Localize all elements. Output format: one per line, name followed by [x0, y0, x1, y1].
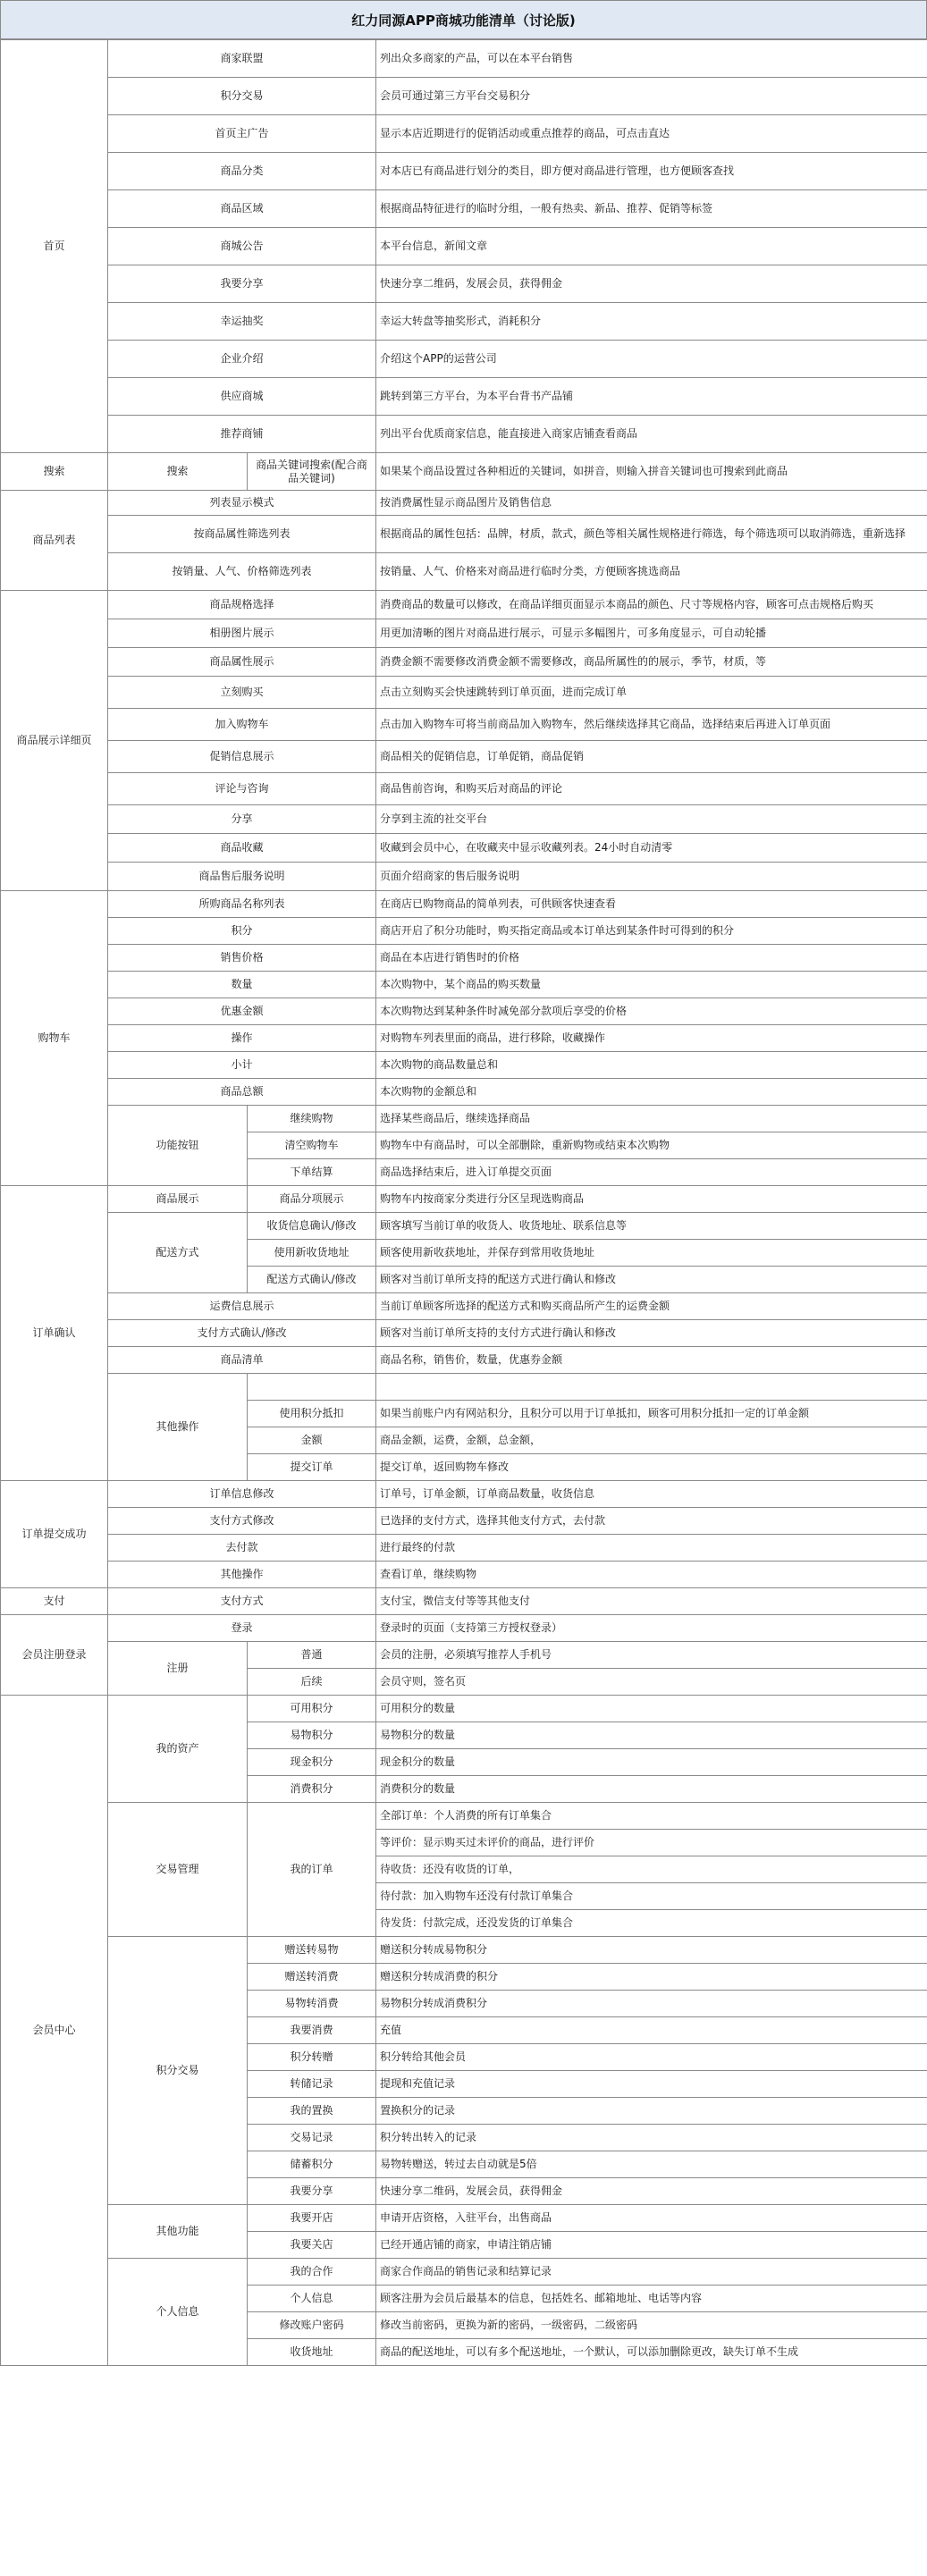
feature-description: 易物积分的数量	[376, 1722, 927, 1749]
section-name: 商品列表	[1, 491, 108, 591]
table-row	[1, 228, 927, 265]
feature-description: 对购物车列表里面的商品，进行移除，收藏操作	[376, 1025, 927, 1052]
section-name: 订单确认	[1, 1186, 108, 1481]
feature-description: 页面介绍商家的售后服务说明	[376, 863, 927, 891]
feature-name: 其他操作	[108, 1374, 248, 1481]
table-row	[1, 773, 927, 805]
feature-description: 商品名称，销售价，数量，优惠券金额	[376, 1347, 927, 1374]
feature-name: 商品区域	[108, 190, 376, 228]
feature-name: 优惠金额	[108, 998, 376, 1025]
sub-feature-name: 可用积分	[248, 1696, 376, 1722]
sub-feature-name: 我的订单	[248, 1803, 376, 1937]
sub-feature-name: 现金积分	[248, 1749, 376, 1776]
feature-description: 显示本店近期进行的促销活动或重点推荐的商品，可点击直达	[376, 115, 927, 153]
feature-description: 点击加入购物车可将当前商品加入购物车，然后继续选择其它商品，选择结束后再进入订单页面	[376, 709, 927, 741]
feature-name: 商品总额	[108, 1079, 376, 1106]
sub-feature-name: 后续	[248, 1669, 376, 1696]
feature-description: 查看订单，继续购物	[376, 1562, 927, 1588]
sub-feature-name	[248, 1374, 376, 1401]
feature-description: 顾客填写当前订单的收货人、收货地址、联系信息等	[376, 1213, 927, 1240]
feature-name: 相册图片展示	[108, 619, 376, 648]
table-row	[1, 2259, 927, 2286]
sub-feature-name: 普通	[248, 1642, 376, 1669]
feature-description: 收藏到会员中心，在收藏夹中显示收藏列表。24小时自动清零	[376, 834, 927, 863]
feature-name: 商品清单	[108, 1347, 376, 1374]
section-name: 购物车	[1, 891, 108, 1186]
table-row	[1, 153, 927, 190]
table-row	[1, 677, 927, 709]
feature-description: 会员的注册，必须填写推荐人手机号	[376, 1642, 927, 1669]
feature-name: 功能按钮	[108, 1106, 248, 1186]
sub-feature-name: 个人信息	[248, 2286, 376, 2312]
feature-description: 当前订单顾客所选择的配送方式和购买商品所产生的运费金额	[376, 1293, 927, 1320]
feature-description: 商品的配送地址，可以有多个配送地址，一个默认，可以添加删除更改，缺失订单不生成	[376, 2339, 927, 2366]
feature-name: 分享	[108, 805, 376, 834]
sub-feature-name: 配送方式确认/修改	[248, 1267, 376, 1293]
feature-description: 商品金额，运费，金额，总金额，	[376, 1427, 927, 1454]
feature-name: 加入购物车	[108, 709, 376, 741]
sub-feature-name: 商品关键词搜索(配合商品关键词)	[248, 453, 376, 491]
feature-description: 可用积分的数量	[376, 1696, 927, 1722]
feature-name: 支付方式确认/修改	[108, 1320, 376, 1347]
sub-feature-name: 收货地址	[248, 2339, 376, 2366]
table-row	[1, 1535, 927, 1562]
feature-name: 按商品属性筛选列表	[108, 516, 376, 553]
sub-feature-name: 我的合作	[248, 2259, 376, 2286]
feature-name: 首页主广告	[108, 115, 376, 153]
feature-description: 已选择的支付方式，选择其他支付方式，去付款	[376, 1508, 927, 1535]
feature-name: 其他功能	[108, 2205, 248, 2259]
feature-description: 快速分享二维码，发展会员，获得佣金	[376, 265, 927, 303]
table-row	[1, 1106, 927, 1132]
feature-name: 注册	[108, 1642, 248, 1696]
sub-feature-name: 提交订单	[248, 1454, 376, 1481]
table-row	[1, 741, 927, 773]
feature-name: 我的资产	[108, 1696, 248, 1803]
feature-description: 顾客对当前订单所支持的配送方式进行确认和修改	[376, 1267, 927, 1293]
feature-description: 易物转赠送，转过去自动就是5倍	[376, 2151, 927, 2178]
feature-description: 本平台信息，新闻文章	[376, 228, 927, 265]
sub-feature-name: 我要开店	[248, 2205, 376, 2232]
feature-name: 商品展示	[108, 1186, 248, 1213]
table-row	[1, 834, 927, 863]
table-row	[1, 998, 927, 1025]
feature-name: 搜索	[108, 453, 248, 491]
feature-name: 商品规格选择	[108, 591, 376, 619]
table-row	[1, 1293, 927, 1320]
feature-description: 商品相关的促销信息，订单促销，商品促销	[376, 741, 927, 773]
feature-description: 已经开通店铺的商家，申请注销店铺	[376, 2232, 927, 2259]
feature-description: 快速分享二维码，发展会员，获得佣金	[376, 2178, 927, 2205]
table-row	[1, 1079, 927, 1106]
table-row	[1, 1615, 927, 1642]
table-row	[1, 1186, 927, 1213]
feature-description: 申请开店资格，入驻平台，出售商品	[376, 2205, 927, 2232]
table-row	[1, 1588, 927, 1615]
section-name: 支付	[1, 1588, 108, 1615]
table-row	[1, 1320, 927, 1347]
feature-name: 供应商城	[108, 378, 376, 416]
table-row	[1, 1374, 927, 1401]
sub-feature-name: 易物转消费	[248, 1991, 376, 2017]
feature-name: 小计	[108, 1052, 376, 1079]
feature-description: 顾客使用新收获地址，并保存到常用收货地址	[376, 1240, 927, 1267]
feature-name: 个人信息	[108, 2259, 248, 2366]
feature-description: 按消费属性显示商品图片及销售信息	[376, 491, 927, 516]
table-row	[1, 863, 927, 891]
table-row	[1, 648, 927, 677]
feature-description: 用更加清晰的图片对商品进行展示，可显示多幅图片，可多角度显示，可自动轮播	[376, 619, 927, 648]
feature-description: 商品售前咨询，和购买后对商品的评论	[376, 773, 927, 805]
feature-description: 待发货：付款完成，还没发货的订单集合	[376, 1910, 927, 1937]
feature-description: 在商店已购物商品的简单列表，可供顾客快速查看	[376, 891, 927, 918]
feature-description: 顾客注册为会员后最基本的信息，包括姓名、邮箱地址、电话等内容	[376, 2286, 927, 2312]
sub-feature-name: 积分转赠	[248, 2044, 376, 2071]
feature-description: 按销量、人气、价格来对商品进行临时分类，方便顾客挑选商品	[376, 553, 927, 591]
feature-description: 消费商品的数量可以修改，在商品详细页面显示本商品的颜色、尺寸等规格内容，顾客可点击规格后购买	[376, 591, 927, 619]
sub-feature-name: 我的置换	[248, 2098, 376, 2125]
feature-description: 现金积分的数量	[376, 1749, 927, 1776]
feature-name: 销售价格	[108, 945, 376, 972]
feature-description: 积分转出转入的记录	[376, 2125, 927, 2151]
feature-name: 去付款	[108, 1535, 376, 1562]
feature-description: 本次购物中，某个商品的购买数量	[376, 972, 927, 998]
sub-feature-name: 储蓄积分	[248, 2151, 376, 2178]
feature-description: 会员可通过第三方平台交易积分	[376, 78, 927, 115]
feature-name: 所购商品名称列表	[108, 891, 376, 918]
feature-name: 商品收藏	[108, 834, 376, 863]
feature-description: 购物车中有商品时，可以全部删除，重新购物或结束本次购物	[376, 1132, 927, 1159]
feature-description: 商品选择结束后，进入订单提交页面	[376, 1159, 927, 1186]
feature-description: 充值	[376, 2017, 927, 2044]
feature-name: 积分	[108, 918, 376, 945]
feature-name: 商城公告	[108, 228, 376, 265]
feature-description: 顾客对当前订单所支持的支付方式进行确认和修改	[376, 1320, 927, 1347]
feature-description: 分享到主流的社交平台	[376, 805, 927, 834]
feature-description: 消费积分的数量	[376, 1776, 927, 1803]
table-row	[1, 453, 927, 491]
feature-description: 列出平台优质商家信息，能直接进入商家店铺查看商品	[376, 416, 927, 453]
sub-feature-name: 我要关店	[248, 2232, 376, 2259]
feature-name: 配送方式	[108, 1213, 248, 1293]
feature-description: 支付宝，微信支付等等其他支付	[376, 1588, 927, 1615]
feature-description: 全部订单：个人消费的所有订单集合	[376, 1803, 927, 1830]
feature-name: 积分交易	[108, 78, 376, 115]
table-row	[1, 709, 927, 741]
feature-description: 修改当前密码，更换为新的密码，一级密码，二级密码	[376, 2312, 927, 2339]
feature-description: 跳转到第三方平台，为本平台背书产品铺	[376, 378, 927, 416]
sub-feature-name: 下单结算	[248, 1159, 376, 1186]
feature-name: 我要分享	[108, 265, 376, 303]
table-row	[1, 1025, 927, 1052]
feature-description: 商店开启了积分功能时，购买指定商品或本订单达到某条件时可得到的积分	[376, 918, 927, 945]
feature-name: 按销量、人气、价格筛选列表	[108, 553, 376, 591]
feature-name: 推荐商铺	[108, 416, 376, 453]
feature-description: 介绍这个APP的运营公司	[376, 341, 927, 378]
section-name: 商品展示详细页	[1, 591, 108, 891]
feature-name: 商品分类	[108, 153, 376, 190]
feature-name: 支付方式	[108, 1588, 376, 1615]
sub-feature-name: 清空购物车	[248, 1132, 376, 1159]
sub-feature-name: 继续购物	[248, 1106, 376, 1132]
table-row	[1, 553, 927, 591]
sub-feature-name: 赠送转易物	[248, 1937, 376, 1964]
section-name: 会员中心	[1, 1696, 108, 2366]
feature-description: 商家合作商品的销售记录和结算记录	[376, 2259, 927, 2286]
feature-description: 如果当前账户内有网站积分，且积分可以用于订单抵扣，顾客可用积分抵扣一定的订单金额	[376, 1401, 927, 1427]
feature-name: 促销信息展示	[108, 741, 376, 773]
table-row	[1, 1803, 927, 1830]
document-title: 红力同源APP商城功能清单（讨论版)	[0, 0, 927, 39]
sub-feature-name: 消费积分	[248, 1776, 376, 1803]
feature-description	[376, 1374, 927, 1401]
table-row	[1, 945, 927, 972]
table-row	[1, 805, 927, 834]
feature-description: 会员守则，签名页	[376, 1669, 927, 1696]
table-row	[1, 619, 927, 648]
feature-description: 根据商品的属性包括：品牌，材质，款式，颜色等相关属性规格进行筛选，每个筛选项可以取消筛选，重新选择	[376, 516, 927, 553]
table-row	[1, 303, 927, 341]
feature-description: 订单号，订单金额，订单商品数量，收货信息	[376, 1481, 927, 1508]
table-row	[1, 190, 927, 228]
sub-feature-name: 转储记录	[248, 2071, 376, 2098]
feature-description: 提现和充值记录	[376, 2071, 927, 2098]
sub-feature-name: 我要分享	[248, 2178, 376, 2205]
section-name: 搜索	[1, 453, 108, 491]
feature-description: 根据商品特征进行的临时分组，一般有热卖、新品、推荐、促销等标签	[376, 190, 927, 228]
table-row	[1, 918, 927, 945]
feature-description: 积分转给其他会员	[376, 2044, 927, 2071]
feature-description: 提交订单，返回购物车修改	[376, 1454, 927, 1481]
feature-name: 订单信息修改	[108, 1481, 376, 1508]
sub-feature-name: 收货信息确认/修改	[248, 1213, 376, 1240]
table-row	[1, 972, 927, 998]
feature-description: 商品在本店进行销售时的价格	[376, 945, 927, 972]
feature-name: 幸运抽奖	[108, 303, 376, 341]
feature-name: 数量	[108, 972, 376, 998]
feature-description: 如果某个商品设置过各种相近的关键词，如拼音，则输入拼音关键词也可搜索到此商品	[376, 453, 927, 491]
feature-description: 待收货：还没有收货的订单，	[376, 1856, 927, 1883]
feature-description: 本次购物的金额总和	[376, 1079, 927, 1106]
feature-description: 对本店已有商品进行划分的类目，即方便对商品进行管理，也方便顾客查找	[376, 153, 927, 190]
feature-name: 列表显示模式	[108, 491, 376, 516]
table-row	[1, 1052, 927, 1079]
table-row	[1, 378, 927, 416]
feature-description: 本次购物达到某种条件时减免部分款项后享受的价格	[376, 998, 927, 1025]
feature-name: 支付方式修改	[108, 1508, 376, 1535]
table-row	[1, 78, 927, 115]
section-name: 订单提交成功	[1, 1481, 108, 1588]
feature-name: 商品售后服务说明	[108, 863, 376, 891]
table-row	[1, 1696, 927, 1722]
feature-description: 置换积分的记录	[376, 2098, 927, 2125]
table-row	[1, 1937, 927, 1964]
function-table	[0, 39, 927, 2366]
feature-description: 进行最终的付款	[376, 1535, 927, 1562]
feature-name: 登录	[108, 1615, 376, 1642]
sub-feature-name: 赠送转消费	[248, 1964, 376, 1991]
section-name: 会员注册登录	[1, 1615, 108, 1696]
feature-name: 操作	[108, 1025, 376, 1052]
feature-name: 运费信息展示	[108, 1293, 376, 1320]
feature-description: 赠送积分转成易物积分	[376, 1937, 927, 1964]
table-row	[1, 516, 927, 553]
table-row	[1, 115, 927, 153]
table-row	[1, 416, 927, 453]
sub-feature-name: 使用新收货地址	[248, 1240, 376, 1267]
feature-description: 赠送积分转成消费的积分	[376, 1964, 927, 1991]
feature-description: 选择某些商品后，继续选择商品	[376, 1106, 927, 1132]
feature-name: 商品属性展示	[108, 648, 376, 677]
feature-description: 购物车内按商家分类进行分区呈现选购商品	[376, 1186, 927, 1213]
table-row	[1, 1642, 927, 1669]
feature-name: 其他操作	[108, 1562, 376, 1588]
feature-description: 登录时的页面（支持第三方授权登录）	[376, 1615, 927, 1642]
table-row	[1, 265, 927, 303]
table-row	[1, 40, 927, 78]
feature-name: 积分交易	[108, 1937, 248, 2205]
feature-description: 本次购物的商品数量总和	[376, 1052, 927, 1079]
feature-description: 等评价：显示购买过未评价的商品，进行评价	[376, 1830, 927, 1856]
table-row	[1, 341, 927, 378]
section-name: 首页	[1, 40, 108, 453]
feature-name: 立刻购买	[108, 677, 376, 709]
feature-description: 幸运大转盘等抽奖形式，消耗积分	[376, 303, 927, 341]
feature-description: 列出众多商家的产品，可以在本平台销售	[376, 40, 927, 78]
feature-name: 商家联盟	[108, 40, 376, 78]
sub-feature-name: 修改账户密码	[248, 2312, 376, 2339]
feature-description: 待付款：加入购物车还没有付款订单集合	[376, 1883, 927, 1910]
table-row	[1, 491, 927, 516]
sub-feature-name: 交易记录	[248, 2125, 376, 2151]
table-row	[1, 1508, 927, 1535]
table-row	[1, 591, 927, 619]
feature-name: 企业介绍	[108, 341, 376, 378]
feature-description: 消费金额不需要修改消费金额不需要修改，商品所属性的的展示，季节，材质，等	[376, 648, 927, 677]
feature-description: 点击立刻购买会快速跳转到订单页面，进而完成订单	[376, 677, 927, 709]
table-row	[1, 1347, 927, 1374]
feature-name: 评论与咨询	[108, 773, 376, 805]
table-row	[1, 891, 927, 918]
table-row	[1, 1213, 927, 1240]
table-row	[1, 1562, 927, 1588]
sub-feature-name: 我要消费	[248, 2017, 376, 2044]
feature-description: 易物积分转成消费积分	[376, 1991, 927, 2017]
sub-feature-name: 使用积分抵扣	[248, 1401, 376, 1427]
sub-feature-name: 金额	[248, 1427, 376, 1454]
feature-name: 交易管理	[108, 1803, 248, 1937]
table-row	[1, 2205, 927, 2232]
sub-feature-name: 商品分项展示	[248, 1186, 376, 1213]
table-row	[1, 1481, 927, 1508]
sub-feature-name: 易物积分	[248, 1722, 376, 1749]
